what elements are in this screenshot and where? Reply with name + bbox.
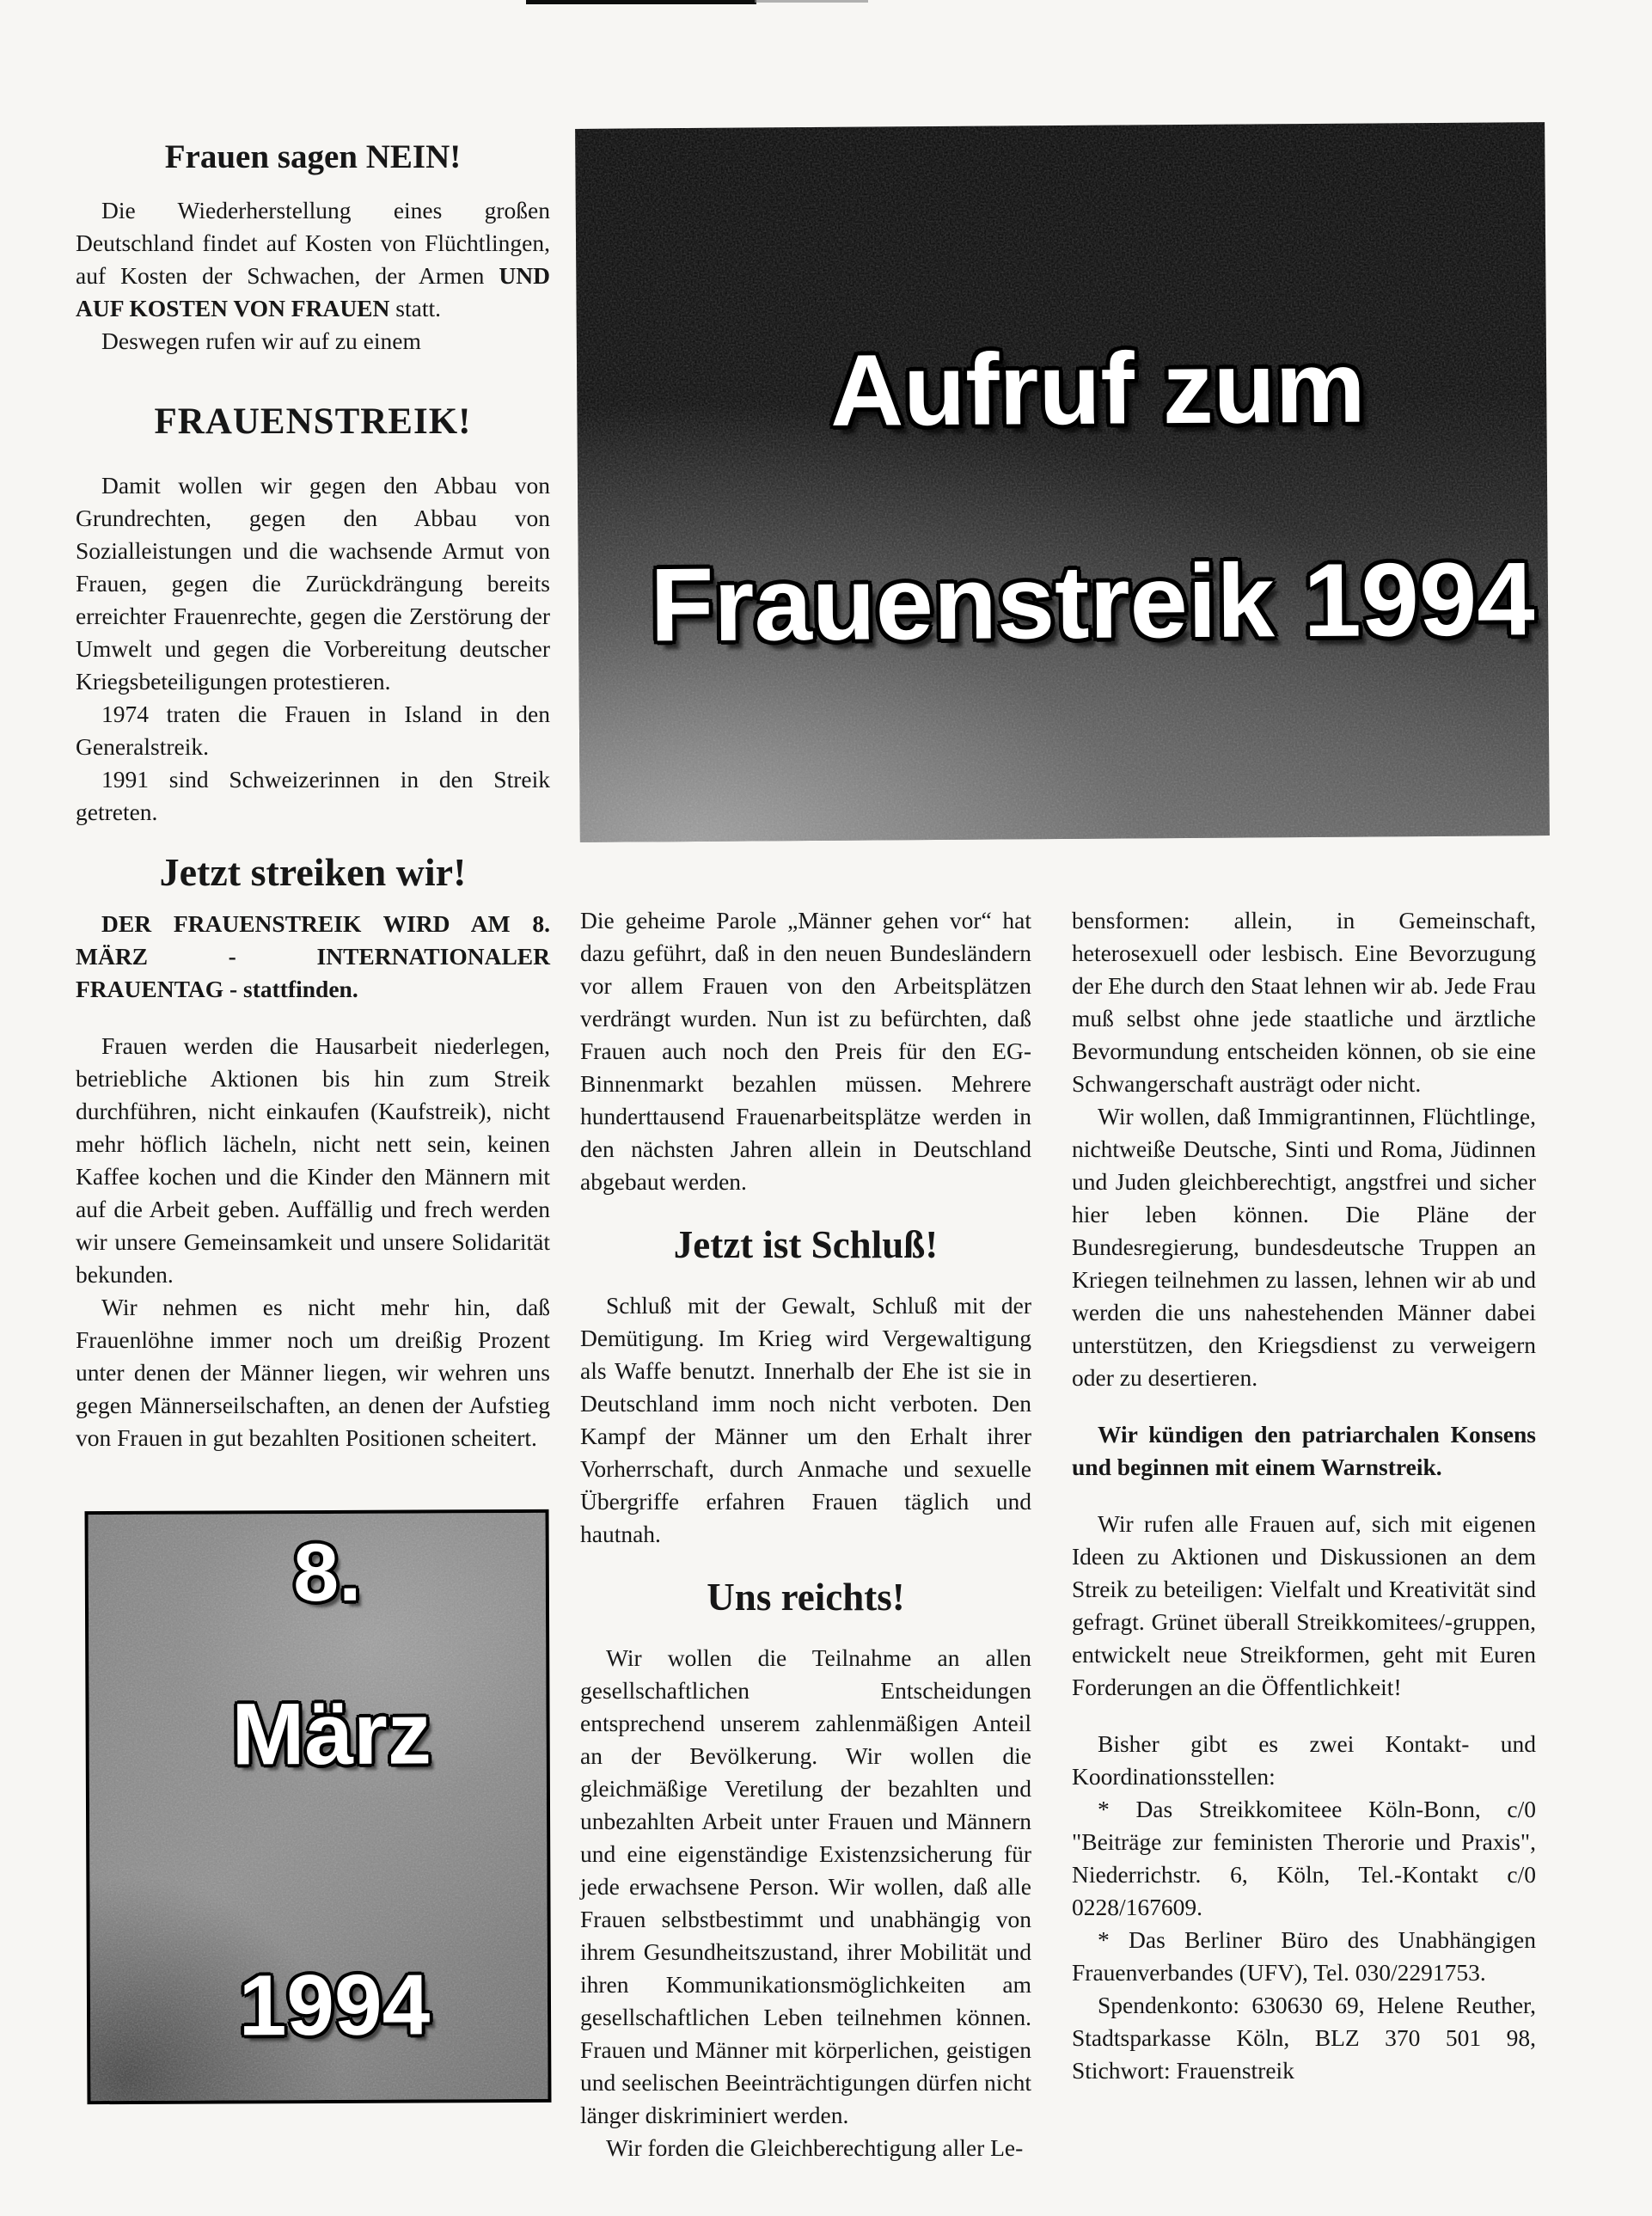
paragraph-intro [76,194,550,325]
heading-jetzt-ist-schluss: Jetzt ist Schluß! [673,1223,939,1266]
heading-jetzt-streiken-wir: Jetzt streiken wir! [159,850,467,894]
heading-frauen-sagen-nein: Frauen sagen NEIN! [164,138,462,175]
paragraph-aufruf: Wir rufen alle Frauen auf, sich mit eigenen Ideen zu Aktionen und Diskussionen an dem Streik zu beteiligen: Vielfalt und Kreativität sind gefragt. Grünet überall Streikkomitees/-gruppen, entwickelt neue Streikformen, geht mit Euren Forderungen an die Öffentlichkeit! [1072,1510,1536,1700]
right-column [1072,904,1536,2087]
banner-title-line2: Frauenstreik 1994 [649,540,1535,664]
heading-uns-reichts: Uns reichts! [707,1576,905,1619]
date-line-maerz: März [231,1684,432,1784]
paragraph-lebensformen: bensformen: allein, in Gemeinschaft, heterosexuell oder lesbisch. Eine Bevorzugung der Ehe durch den Staat lehnen wir ab. Jede Frau muß selbst ohne jede staatliche und ärztliche Bevormundung entscheiden können, ob sie eine Schwangerschaft austrägt oder nicht. [1072,907,1536,1097]
paragraph-spendenkonto: Spendenkonto: 630630 69, Helene Reuther, Stadtsparkasse Köln, BLZ 370 501 98, Stichwort: Frauenstreik [1072,1992,1536,2084]
paragraph-1991: 1991 sind Schweizerinnen in den Streik getreten. [76,766,550,825]
paragraph-konsens: Wir kündigen den patriarchalen Konsens und beginnen mit einem Warnstreik. [1072,1421,1536,1480]
paragraph-gewalt: Schluß mit der Gewalt, Schluß mit der Demütigung. Im Krieg wird Vergewaltigung als Waffe benutzt. Innerhalb der Ehe ist sie in Deutschland imm noch nicht verboten. Den Kampf der Männer um den Erhalt ihrer Vorherrschaft, durch Anmache und sexuelle Übergriffe erfahren Frauen täglich und hautnah. [580,1292,1031,1547]
paragraph-deswegen: Deswegen rufen wir auf zu einem [101,328,421,354]
left-column [76,138,550,1454]
paragraph-loehne: Wir nehmen es nicht mehr hin, daß Frauenlöhne immer noch um dreißig Prozent unter denen der Männer liegen, wir wehren uns gegen Männerseilschaften, an denen der Aufstieg von Frauen in gut bezahlten Positionen scheitert. [76,1294,550,1451]
paragraph-parole: Die geheime Parole „Männer gehen vor“ hat dazu geführt, daß in den neuen Bundesländern vor allem Frauen von den Arbeitsplätzen verdrängt wurden. Nun ist zu befürchten, daß Frauen auch noch den Preis für den EG-Binnenmarkt bezahlen müssen. Mehrere hunderttausend Frauenarbeitsplätze werden in den nächsten Jahren allein in Deutschland abgebaut werden. [580,907,1031,1195]
intro-text-bold: UND AUF KOSTEN VON FRAUEN [76,262,550,321]
date-box-image [84,1509,551,2104]
paragraph-kontakt: Bisher gibt es zwei Kontakt- und Koordinationsstellen: [1072,1730,1536,1790]
paragraph-koeln-kontakt: * Das Streikkomiteee Köln-Bonn, c/0 "Beiträge zur feministen Therorie und Praxis", Niederrichstr. 6, Köln, Tel.-Kontakt c/0 0228/167609. [1072,1796,1536,1920]
banner-grain-texture [575,122,1550,842]
middle-column [580,904,1031,2164]
intro-text-post: statt. [389,295,441,321]
paragraph-termin: DER FRAUENSTREIK WIRD AM 8. MÄRZ - INTERNATIONALER FRAUENTAG - stattfinden. [76,910,550,1002]
date-line-1994: 1994 [238,1956,431,2054]
banner-title-line1: Aufruf zum [829,330,1367,448]
paragraph-berlin-kontakt: * Das Berliner Büro des Unabhängigen Frauenverbandes (UFV), Tel. 030/2291753. [1072,1926,1536,1986]
intro-text-pre: Die Wiederherstellung eines großen Deutschland findet auf Kosten von Flüchtlingen, auf Kosten der Schwachen, der Armen [76,197,550,289]
paragraph-immigrantinnen: Wir wollen, daß Immigrantinnen, Flüchtlinge, nichtweiße Deutsche, Sinti und Roma, Jüdinnen und Juden gleichberechtigt, angstfrei und sicher hier leben können. Die Pläne der Bundesregierung, bundesdeutsche Truppen an Kriegen teilnehmen zu lassen, lehnen wir ab und werden die uns nahestehenden Männer dabei unterstützen, den Kriegsdienst zu verweigern oder zu desertieren. [1072,1103,1536,1391]
paragraph-1974: 1974 traten die Frauen in Island in den Generalstreik. [76,701,550,760]
scan-artifact-line [526,0,756,4]
banner-image [575,122,1550,842]
paragraph-hausarbeit: Frauen werden die Hausarbeit niederlegen, betriebliche Aktionen bis hin zum Streik durchführen, nicht einkaufen (Kaufstreik), nicht mehr höflich lächeln, nicht nett sein, keinen Kaffee kochen und die Kinder den Männern mit auf die Arbeit geben. Auffällig und frech werden wir unsere Gemeinsamkeit und unsere Solidarität bekunden. [76,1032,550,1288]
paragraph-damit: Damit wollen wir gegen den Abbau von Grundrechten, gegen den Abbau von Sozialleistungen und die wachsende Armut von Frauen, gegen die Zurückdrängung bereits erreichter Frauenrechte, gegen die Zerstörung der Umwelt und gegen die Vorbereitung deutscher Kriegsbeteiligungen protestieren. [76,472,550,695]
heading-frauenstreik: FRAUENSTREIK! [154,401,472,442]
scan-artifact-line-faint [755,0,868,3]
paragraph-forden: Wir forden die Gleichberechtigung aller Le- [606,2134,1024,2161]
date-line-8: 8. [292,1527,362,1619]
paragraph-teilnahme: Wir wollen die Teilnahme an allen gesellschaftlichen Entscheidungen entsprechend unserem zahlenmäßigen Anteil an der Bevölkerung. Wir wollen die gleichmäßige Veretilung der bezahlten und unbezahlten Arbeit unter Frauen und Männern und eine eigenständige Existenzsicherung für jede erwachsene Person. Wir wollen, daß alle Frauen selbstbestimmt und unabhängig von ihrem Gesundheitszustand, ihrer Mobilität und ihren Kommunikationsmöglichkeiten am gesellschaftlichen Leben teilnehmen können. Frauen und Männer mit körperlichen, geistigen und seelischen Beeinträchtigungen dürfen nicht länger diskriminiert werden. [580,1644,1031,2128]
